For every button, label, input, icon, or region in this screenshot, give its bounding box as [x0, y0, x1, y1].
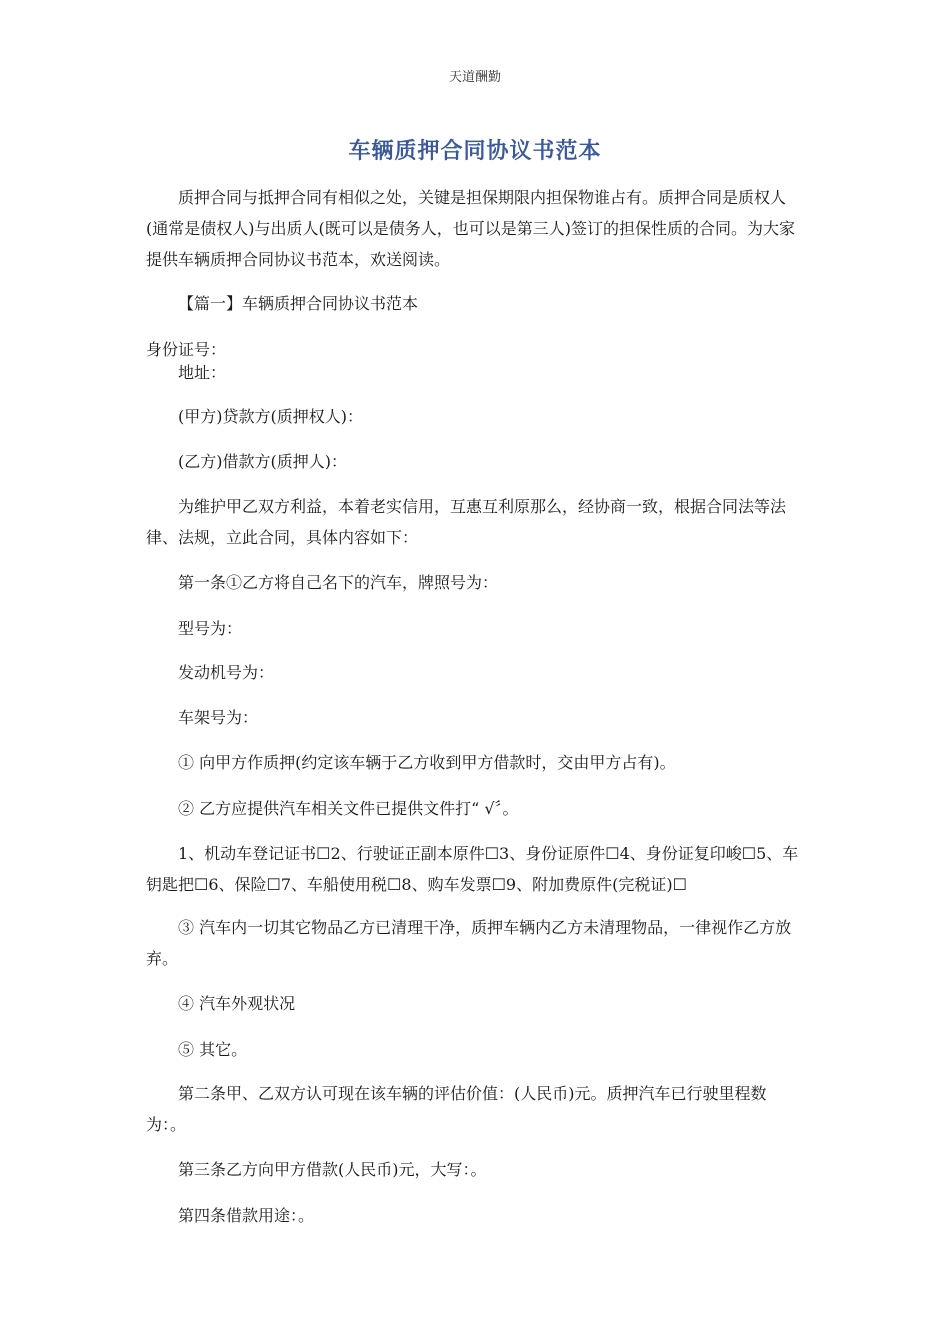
- intro-paragraph: 质押合同与抵押合同有相似之处，关键是担保期限内担保物谁占有。质押合同是质权人(通常是债权人)与出质人(既可以是债务人，也可以是第三人)签订的担保性质的合同。为大家提供车辆质押合同协议书范本，欢送阅读。: [146, 188, 795, 269]
- documents-checklist: 1、机动车登记证书☐2、行驶证正副本原件☐3、身份证原件☐4、身份证复印峻☐5、车钥匙把☐6、保险☐7、车船使用税☐8、购车发票☐9、附加费原件(完税证)☐: [146, 844, 799, 894]
- page-header: 天道酬勤: [448, 70, 501, 85]
- document-title: 车辆质押合同协议书范本: [348, 139, 602, 164]
- frame-label: 车架号为：: [178, 708, 259, 727]
- article-2: 第二条甲、乙双方认可现在该车辆的评估价值：(人民币)元。质押汽车已行驶里程数为：。: [146, 1084, 767, 1134]
- item-4: ④ 汽车外观状况: [178, 994, 296, 1013]
- model-label: 型号为：: [178, 619, 243, 638]
- article-4: 第四条借款用途：。: [178, 1206, 315, 1225]
- article-1-intro: 第一条①乙方将自己名下的汽车，牌照号为：: [178, 573, 499, 592]
- item-5: ⑤ 其它。: [178, 1040, 248, 1059]
- id-number-label: 身份证号：: [146, 340, 227, 359]
- preamble-paragraph: 为维护甲乙双方利益，本着老实信用，互惠互利原那么，经协商一致，根据合同法等法律、法规，立此合同，具体内容如下：: [146, 497, 787, 547]
- engine-label: 发动机号为：: [178, 663, 275, 682]
- item-1: ① 向甲方作质押(约定该车辆于乙方收到甲方借款时，交由甲方占有)。: [178, 753, 676, 772]
- section-heading: 【篇一】车辆质押合同协议书范本: [178, 294, 419, 313]
- party-a-line: (甲方)贷款方(质押权人)：: [178, 407, 363, 426]
- article-3: 第三条乙方向甲方借款(人民币)元，大写：。: [178, 1160, 487, 1179]
- item-2: ② 乙方应提供汽车相关文件已提供文件打“ √〞。: [178, 799, 519, 818]
- item-3: ③ 汽车内一切其它物品乙方已清理干净，质押车辆内乙方未清理物品，一律视作乙方放弃。: [146, 918, 792, 968]
- party-b-line: (乙方)借款方(质押人)：: [178, 452, 347, 471]
- address-label: 地址：: [178, 363, 227, 382]
